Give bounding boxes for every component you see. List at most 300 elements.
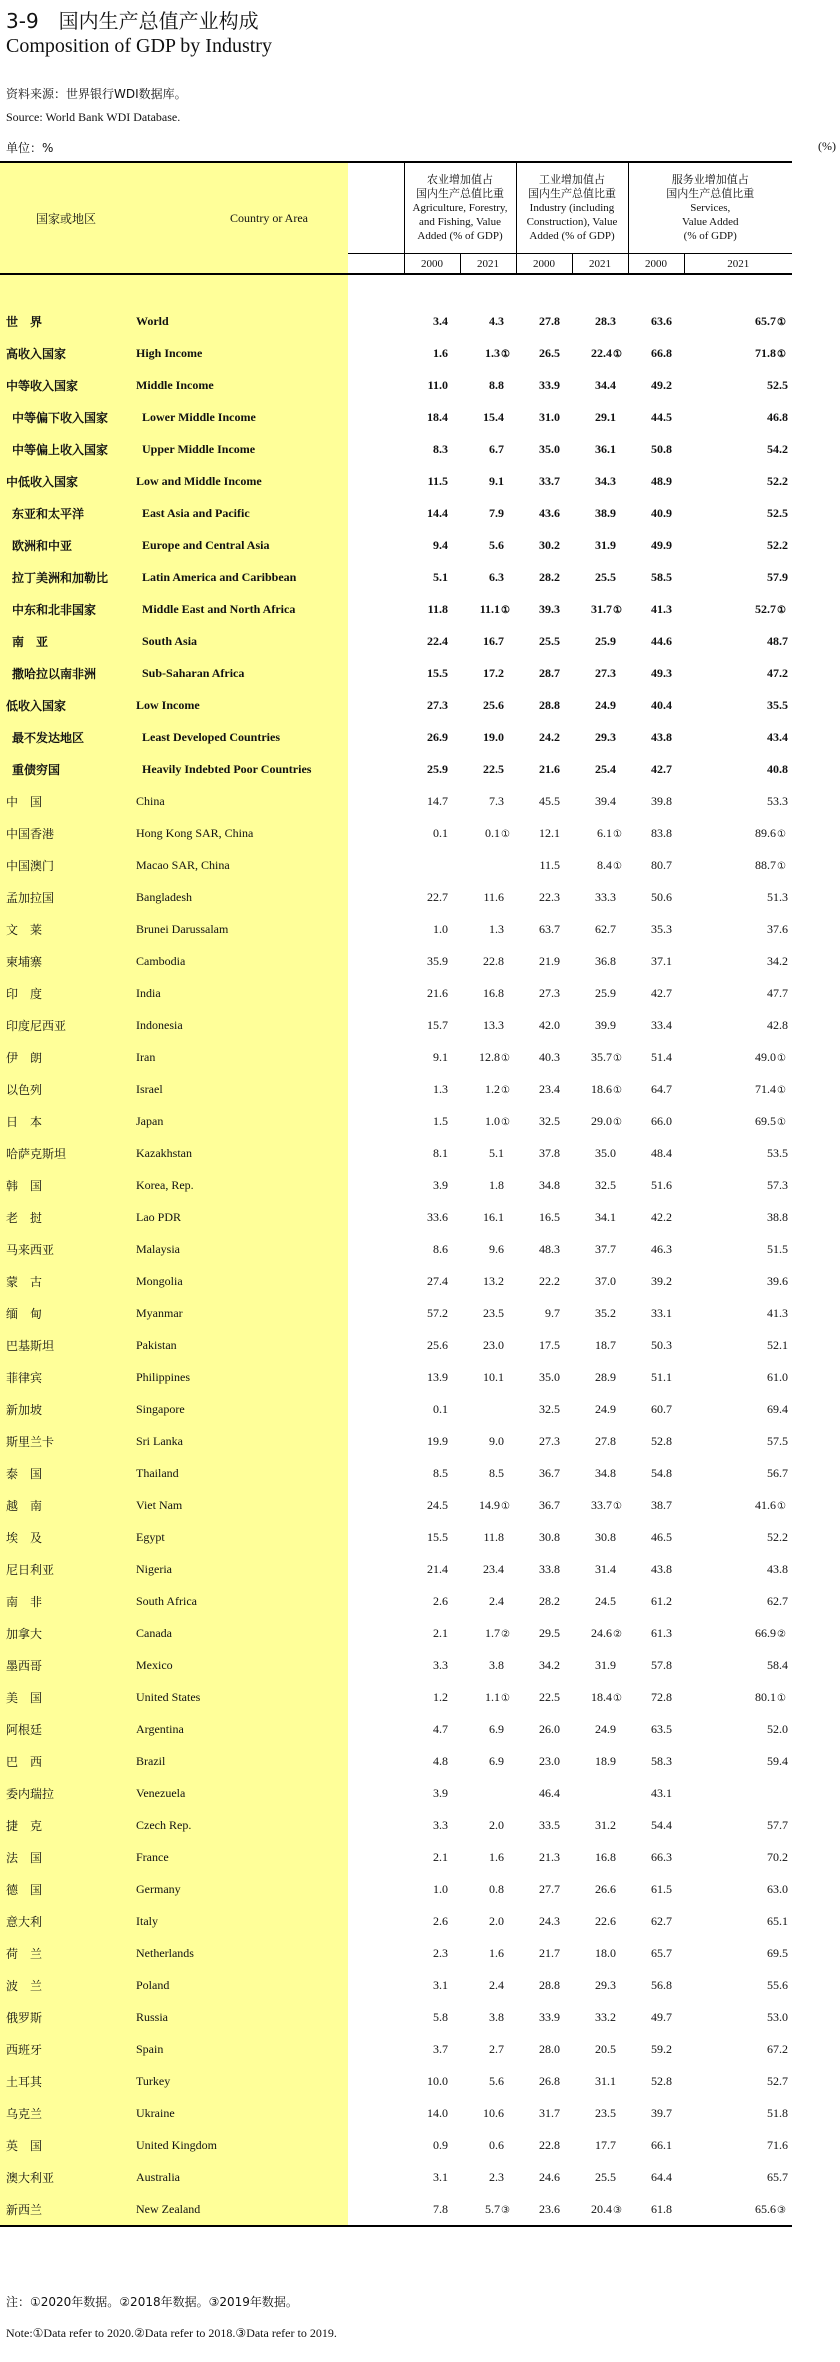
table-row: [0, 1489, 840, 1521]
value-cell: [628, 2193, 684, 2226]
value-cell: [460, 1425, 516, 1457]
country-name-cn: 土耳其: [6, 2074, 43, 2089]
value-cell: [516, 465, 572, 497]
gap-cell: [348, 753, 404, 785]
value-cell: [628, 2097, 684, 2129]
value-cell: [404, 497, 460, 529]
country-name-en: Sri Lanka: [136, 1433, 183, 1448]
header-industry-en: Industry (including Construction), Value Added (% of GDP): [526, 202, 618, 242]
gap-cell: [348, 625, 404, 657]
country-name-en: Spain: [136, 2041, 164, 2056]
value-text: 57.9: [767, 569, 788, 584]
value-cell: [628, 721, 684, 753]
value-cell: [404, 2161, 460, 2193]
country-name-cn: 蒙 古: [6, 1274, 43, 1289]
value-cell: [684, 913, 792, 945]
footnote-mark: ①: [777, 348, 786, 360]
value-cell: [516, 849, 572, 881]
table-row: [0, 337, 840, 369]
value-cell: [460, 1585, 516, 1617]
value-cell: [572, 2129, 628, 2161]
value-cell: [516, 625, 572, 657]
value-cell: [460, 1041, 516, 1073]
table-row: [0, 1169, 840, 1201]
table-row: [0, 2033, 840, 2065]
country-name-en: Lao PDR: [136, 1209, 181, 1224]
value-text: 70.2: [767, 1849, 788, 1864]
value-text: 25.9: [595, 985, 616, 1000]
value-cell: [684, 1681, 792, 1713]
footnote-mark: ①: [501, 1084, 510, 1096]
value-cell: [516, 1873, 572, 1905]
value-cell: [684, 1873, 792, 1905]
value-text: 24.6: [591, 1625, 613, 1640]
value-cell: [460, 465, 516, 497]
value-cell: [404, 401, 460, 433]
country-name-cn: 重债穷国: [12, 762, 61, 777]
gap-cell: [348, 1585, 404, 1617]
country-name-cn: 日 本: [6, 1114, 43, 1129]
value-cell: [516, 1425, 572, 1457]
table-row: [0, 593, 840, 625]
value-text: 22.4: [591, 345, 613, 360]
value-text: 63.5: [651, 1721, 672, 1736]
value-text: 16.1: [483, 1209, 504, 1224]
value-text: 25.9: [595, 633, 616, 648]
value-text: 9.1: [433, 1049, 448, 1064]
country-name-cn: 阿根廷: [6, 1722, 43, 1737]
value-text: 36.7: [539, 1497, 560, 1512]
table-row: [0, 1681, 840, 1713]
row-name-cell: [0, 817, 348, 849]
value-cell: [684, 1841, 792, 1873]
value-text: 52.1: [767, 1337, 788, 1352]
value-cell: [460, 1169, 516, 1201]
footnote-cn: 注：①2020年数据。②2018年数据。③2019年数据。: [6, 2295, 298, 2309]
value-cell: [404, 1713, 460, 1745]
value-cell: [628, 1585, 684, 1617]
country-name-cn: 中等偏下收入国家: [12, 410, 109, 425]
value-cell: [628, 753, 684, 785]
country-name-en: Italy: [136, 1913, 158, 1928]
country-name-en: France: [136, 1849, 169, 1864]
value-cell: [516, 1617, 572, 1649]
value-cell: [460, 721, 516, 753]
value-cell: [684, 1233, 792, 1265]
value-cell: [684, 1105, 792, 1137]
value-text: 1.6: [433, 345, 448, 360]
value-text: 11.8: [427, 601, 448, 616]
value-cell: [516, 1297, 572, 1329]
value-text: 35.0: [539, 441, 560, 456]
country-name-cn: 撒哈拉以南非洲: [12, 666, 97, 681]
value-cell: [572, 401, 628, 433]
value-cell: [516, 1393, 572, 1425]
value-cell: [404, 1585, 460, 1617]
value-text: 24.9: [595, 1401, 616, 1416]
value-cell: [684, 1041, 792, 1073]
table-row: [0, 2193, 840, 2226]
value-text: 0.9: [433, 2137, 448, 2152]
table-row: [0, 401, 840, 433]
table-row: [0, 1201, 840, 1233]
country-name-en: Israel: [136, 1081, 163, 1096]
value-text: 54.8: [651, 1465, 672, 1480]
value-text: 61.0: [767, 1369, 788, 1384]
value-text: 6.7: [489, 441, 504, 456]
value-text: 52.7: [767, 2073, 788, 2088]
value-cell: [684, 1969, 792, 2001]
value-text: 39.3: [539, 601, 560, 616]
value-text: 23.0: [539, 1753, 560, 1768]
value-cell: [516, 2065, 572, 2097]
gap-cell: [348, 305, 404, 337]
value-cell: [684, 369, 792, 401]
value-text: 34.1: [595, 1209, 616, 1224]
value-cell: [684, 753, 792, 785]
value-cell: [628, 1841, 684, 1873]
table-row: [0, 1969, 840, 2001]
country-name-cn: 中等收入国家: [6, 378, 79, 393]
value-text: 62.7: [595, 921, 616, 936]
value-cell: [572, 369, 628, 401]
value-cell: [516, 1105, 572, 1137]
table-row: [0, 1105, 840, 1137]
value-cell: [572, 977, 628, 1009]
value-cell: [684, 977, 792, 1009]
country-name-cn: 世 界: [6, 314, 43, 329]
value-cell: [404, 689, 460, 721]
value-cell: [572, 1905, 628, 1937]
value-text: 1.0: [485, 1113, 501, 1128]
value-text: 6.9: [489, 1721, 504, 1736]
value-text: 27.8: [539, 313, 560, 328]
value-text: 39.9: [595, 1017, 616, 1032]
value-text: 10.6: [483, 2105, 504, 2120]
country-name-en: Pakistan: [136, 1337, 177, 1352]
value-text: 22.2: [539, 1273, 560, 1288]
value-cell: [516, 2129, 572, 2161]
value-text: 54.2: [767, 441, 788, 456]
value-cell: [404, 1745, 460, 1777]
value-text: 0.1: [433, 825, 448, 840]
value-text: 24.5: [427, 1497, 448, 1512]
value-cell: [460, 2193, 516, 2226]
value-cell: [572, 1809, 628, 1841]
value-cell: [516, 1905, 572, 1937]
value-cell: [404, 337, 460, 369]
value-cell: [516, 1361, 572, 1393]
value-cell: [684, 2161, 792, 2193]
gap-cell: [348, 1937, 404, 1969]
value-cell: [628, 1873, 684, 1905]
value-text: 4.8: [433, 1753, 448, 1768]
value-text: 41.6: [755, 1497, 777, 1512]
value-cell: [572, 1777, 628, 1809]
header-services-cn: 服务业增加值占 国内生产总值比重: [666, 173, 755, 200]
value-cell: [516, 529, 572, 561]
country-name-en: Malaysia: [136, 1241, 180, 1256]
footnote-en: Note:①Data refer to 2020.②Data refer to 2018.③Data refer to 2019.: [6, 2326, 337, 2340]
value-text: 1.3: [489, 921, 504, 936]
value-text: 48.7: [767, 633, 788, 648]
value-cell: [404, 881, 460, 913]
footnote-mark: ②: [501, 1628, 510, 1640]
value-text: 71.6: [767, 2137, 788, 2152]
value-cell: [684, 1905, 792, 1937]
country-name-en: Argentina: [136, 1721, 184, 1736]
gap-cell: [348, 2193, 404, 2226]
country-name-en: Germany: [136, 1881, 181, 1896]
table-body: [0, 274, 840, 2226]
value-cell: [684, 785, 792, 817]
header-year: 2000: [516, 254, 572, 275]
value-text: 62.7: [651, 1913, 672, 1928]
value-text: 23.4: [539, 1081, 560, 1096]
value-cell: [684, 1809, 792, 1841]
value-cell: [404, 1969, 460, 2001]
country-name-cn: 中 国: [6, 794, 43, 809]
value-text: 27.3: [427, 697, 448, 712]
row-name-cell: [0, 1041, 348, 1073]
table-row: [0, 689, 840, 721]
country-name-cn: 委内瑞拉: [6, 1786, 55, 1801]
value-cell: [572, 465, 628, 497]
row-name-cell: [0, 689, 348, 721]
value-cell: [628, 1073, 684, 1105]
value-text: 80.1: [755, 1689, 777, 1704]
footnote-mark: ①: [501, 1500, 510, 1512]
value-cell: [684, 881, 792, 913]
value-text: 60.7: [651, 1401, 672, 1416]
value-cell: [628, 593, 684, 625]
value-text: 30.8: [595, 1529, 616, 1544]
table-row: [0, 721, 840, 753]
value-cell: [572, 1425, 628, 1457]
table-row: [0, 529, 840, 561]
row-name-cell: [0, 1137, 348, 1169]
value-text: 52.2: [767, 537, 788, 552]
footnote-mark: ①: [613, 1500, 622, 1512]
value-text: 2.4: [489, 1593, 504, 1608]
row-name-cell: [0, 881, 348, 913]
row-name-cell: [0, 2033, 348, 2065]
value-cell: [404, 753, 460, 785]
value-text: 51.4: [651, 1049, 672, 1064]
footnote-mark: ①: [777, 860, 786, 872]
value-text: 29.3: [595, 729, 616, 744]
value-text: 9.6: [489, 1241, 504, 1256]
country-name-en: New Zealand: [136, 2201, 201, 2216]
value-text: 66.3: [651, 1849, 672, 1864]
value-cell: [684, 1361, 792, 1393]
country-name-en: Thailand: [136, 1465, 179, 1480]
value-cell: [404, 1393, 460, 1425]
value-text: 17.7: [595, 2137, 616, 2152]
value-text: 37.1: [651, 953, 672, 968]
value-text: 26.0: [539, 1721, 560, 1736]
value-text: 15.4: [483, 409, 504, 424]
value-cell: [516, 945, 572, 977]
footnote-mark: ①: [777, 1500, 786, 1512]
country-name-cn: 中国澳门: [6, 858, 55, 873]
value-text: 0.1: [485, 825, 501, 840]
value-cell: [516, 1969, 572, 2001]
value-cell: [572, 2001, 628, 2033]
table-row: [0, 1425, 840, 1457]
value-text: 42.7: [651, 985, 672, 1000]
value-text: 39.2: [651, 1273, 672, 1288]
row-name-cell: [0, 2129, 348, 2161]
value-text: 46.3: [651, 1241, 672, 1256]
value-text: 3.8: [489, 2009, 504, 2024]
value-cell: [572, 849, 628, 881]
value-cell: [460, 945, 516, 977]
value-text: 43.1: [651, 1785, 672, 1800]
footnote-mark: ③: [613, 2204, 622, 2216]
value-cell: [628, 1297, 684, 1329]
country-name-en: Sub-Saharan Africa: [142, 665, 245, 680]
value-text: 66.8: [651, 345, 672, 360]
value-cell: [628, 1425, 684, 1457]
value-text: 61.3: [651, 1625, 672, 1640]
value-cell: [516, 561, 572, 593]
value-text: 25.6: [483, 697, 504, 712]
country-name-cn: 柬埔寨: [6, 954, 43, 969]
value-cell: [404, 1777, 460, 1809]
value-cell: [404, 1265, 460, 1297]
value-cell: [404, 1105, 460, 1137]
value-cell: [628, 817, 684, 849]
value-text: 21.9: [539, 953, 560, 968]
value-cell: [404, 1009, 460, 1041]
value-cell: [404, 2033, 460, 2065]
value-text: 23.5: [483, 1305, 504, 1320]
value-cell: [460, 305, 516, 337]
value-text: 59.4: [767, 1753, 788, 1768]
country-name-en: Cambodia: [136, 953, 186, 968]
value-text: 28.7: [539, 665, 560, 680]
country-name-en: Least Developed Countries: [142, 729, 280, 744]
value-text: 39.8: [651, 793, 672, 808]
value-text: 44.6: [651, 633, 672, 648]
country-name-en: Myanmar: [136, 1305, 183, 1320]
gap-cell: [348, 2033, 404, 2065]
value-text: 43.4: [767, 729, 788, 744]
value-cell: [628, 1329, 684, 1361]
value-cell: [684, 561, 792, 593]
value-text: 21.7: [539, 1945, 560, 1960]
value-text: 89.6: [755, 825, 777, 840]
value-cell: [572, 625, 628, 657]
value-text: 28.0: [539, 2041, 560, 2056]
value-text: 33.5: [539, 1817, 560, 1832]
value-text: 50.6: [651, 889, 672, 904]
value-cell: [572, 561, 628, 593]
country-name-cn: 高收入国家: [6, 346, 67, 361]
header-year: 2021: [460, 254, 516, 275]
footnote-mark: ①: [777, 316, 786, 328]
value-cell: [404, 1809, 460, 1841]
value-text: 48.4: [651, 1145, 672, 1160]
gap-cell: [348, 2129, 404, 2161]
value-cell: [516, 2097, 572, 2129]
value-text: 29.5: [539, 1625, 560, 1640]
country-name-en: Latin America and Caribbean: [142, 569, 297, 584]
table-row: [0, 785, 840, 817]
value-text: 54.4: [651, 1817, 672, 1832]
country-name-en: Mexico: [136, 1657, 173, 1672]
value-text: 28.3: [595, 313, 616, 328]
table-row: [0, 1041, 840, 1073]
country-name-en: Poland: [136, 1977, 170, 1992]
value-text: 21.6: [539, 761, 560, 776]
value-cell: [404, 913, 460, 945]
value-text: 6.3: [489, 569, 504, 584]
value-text: 18.6: [591, 1081, 613, 1096]
row-name-cell: [0, 1361, 348, 1393]
value-text: 58.3: [651, 1753, 672, 1768]
value-text: 17.5: [539, 1337, 560, 1352]
country-name-en: Middle Income: [136, 377, 214, 392]
table-row: [0, 1521, 840, 1553]
value-text: 65.7: [755, 313, 777, 328]
value-cell: [404, 465, 460, 497]
footnote-mark: ②: [777, 1628, 786, 1640]
value-cell: [572, 657, 628, 689]
value-cell: [516, 1489, 572, 1521]
value-cell: [404, 1137, 460, 1169]
value-text: 5.6: [489, 2073, 504, 2088]
value-cell: [628, 1809, 684, 1841]
value-text: 49.7: [651, 2009, 672, 2024]
value-cell: [628, 1041, 684, 1073]
value-text: 22.6: [595, 1913, 616, 1928]
value-cell: [516, 1649, 572, 1681]
value-cell: [684, 1425, 792, 1457]
row-name-cell: [0, 305, 348, 337]
value-cell: [572, 2161, 628, 2193]
value-text: 40.3: [539, 1049, 560, 1064]
value-cell: [460, 497, 516, 529]
gap-cell: [348, 1201, 404, 1233]
table-row: [0, 1809, 840, 1841]
value-text: 22.5: [483, 761, 504, 776]
footnote-mark: ①: [501, 604, 510, 616]
value-cell: [628, 2065, 684, 2097]
gap-cell: [348, 1745, 404, 1777]
country-name-en: Europe and Central Asia: [142, 537, 270, 552]
country-name-en: Russia: [136, 2009, 169, 2024]
row-name-cell: [0, 433, 348, 465]
value-text: 47.2: [767, 665, 788, 680]
row-name-cell: [0, 1521, 348, 1553]
country-name-en: Philippines: [136, 1369, 191, 1384]
country-name-en: Brunei Darussalam: [136, 921, 229, 936]
value-cell: [572, 1233, 628, 1265]
value-cell: [516, 1585, 572, 1617]
value-text: 22.7: [427, 889, 448, 904]
value-cell: [460, 2001, 516, 2033]
value-text: 1.3: [485, 345, 501, 360]
gap-cell: [348, 1297, 404, 1329]
value-cell: [516, 1041, 572, 1073]
value-cell: [460, 1329, 516, 1361]
value-cell: [516, 2193, 572, 2226]
value-cell: [460, 1393, 516, 1425]
header-industry: [516, 162, 628, 254]
value-cell: [628, 433, 684, 465]
